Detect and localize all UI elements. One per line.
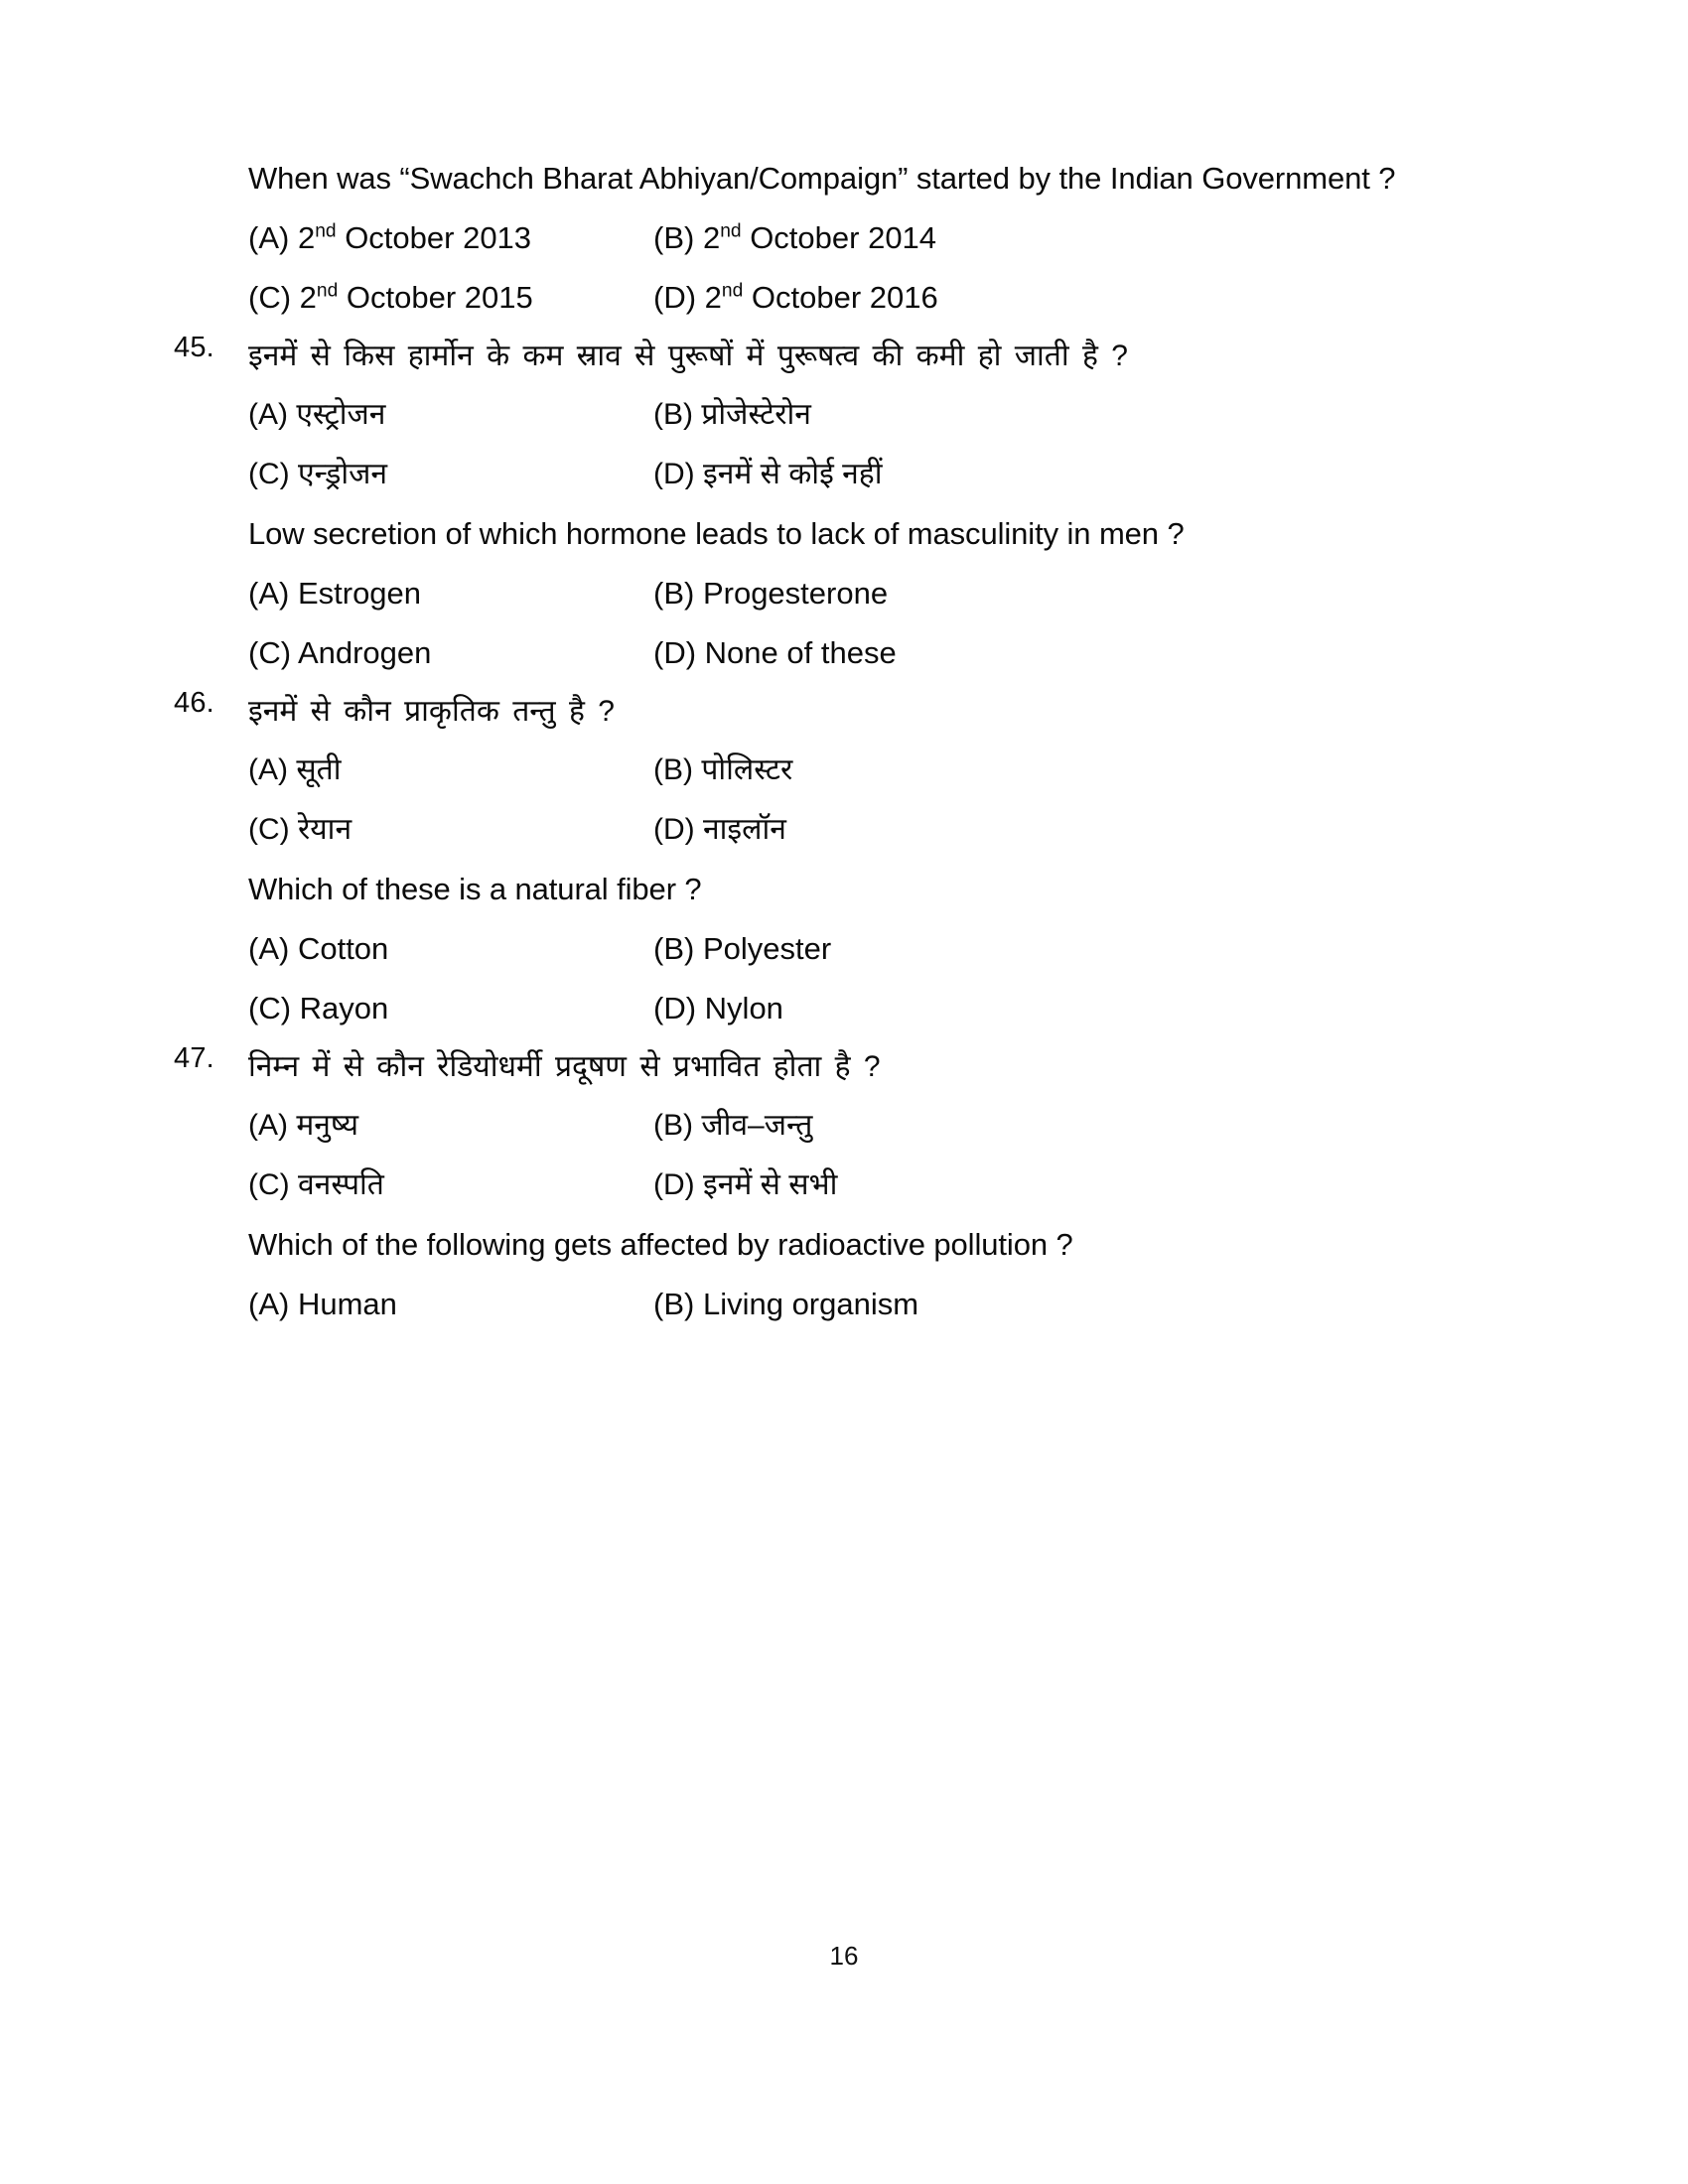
question-number-45: 45. (174, 332, 214, 363)
option-label: (B) (653, 931, 695, 966)
option-a[interactable] (248, 919, 653, 979)
question-block-47 (174, 1038, 1430, 1334)
option-label: (C) (248, 635, 292, 670)
option-label: (A) (248, 931, 290, 966)
option-c[interactable] (248, 445, 653, 504)
option-text-tail: October 2016 (743, 280, 938, 315)
option-label: (B) (653, 1109, 693, 1142)
options-english (248, 919, 1430, 1038)
option-text: नाइलॉन (703, 813, 786, 846)
option-d[interactable] (653, 800, 1430, 860)
option-label: (C) (248, 991, 292, 1025)
option-label: (C) (248, 1168, 290, 1201)
option-d[interactable] (653, 445, 1430, 504)
option-text: पोलिस्टर (701, 753, 793, 786)
option-label: (D) (653, 813, 695, 846)
option-text: प्रोजेस्टेरोन (701, 398, 811, 431)
option-text: 2 (299, 280, 317, 315)
option-text: Human (297, 1287, 397, 1321)
option-row (248, 800, 1430, 860)
options-hindi (248, 1096, 1430, 1215)
option-a[interactable] (248, 208, 653, 268)
option-b[interactable] (653, 1275, 1430, 1334)
question-number-46: 46. (174, 687, 214, 719)
option-row (248, 564, 1430, 623)
option-text-tail: October 2013 (336, 220, 532, 255)
option-text: रेयान (298, 813, 352, 846)
option-ordinal-suffix: nd (315, 220, 337, 242)
options-english (248, 1275, 1430, 1334)
question-block-44 (248, 149, 1430, 328)
option-d[interactable] (653, 1156, 1430, 1215)
option-ordinal-suffix: nd (721, 280, 744, 302)
options-english (248, 564, 1430, 683)
question-stem-english: Which of the following gets affected by radioactive pollution ? (248, 1227, 1073, 1262)
option-a[interactable] (248, 385, 653, 445)
options-hindi (248, 385, 1430, 504)
option-text: 2 (704, 280, 722, 315)
option-row (248, 623, 1430, 683)
option-row (248, 208, 1430, 268)
question-stem-english: Low secretion of which hormone leads to lack of masculinity in men ? (248, 516, 1185, 551)
option-text: मनुष्य (296, 1109, 358, 1142)
option-label: (A) (248, 1287, 290, 1321)
option-d[interactable] (653, 623, 1430, 683)
option-text: इनमें से कोई नहीं (703, 458, 883, 490)
option-text: एन्ड्रोजन (298, 458, 388, 490)
option-label: (A) (248, 576, 290, 611)
option-label: (B) (653, 753, 693, 786)
option-ordinal-suffix: nd (720, 220, 742, 242)
option-label: (D) (653, 458, 695, 490)
option-a[interactable] (248, 1096, 653, 1156)
option-d[interactable] (653, 268, 1430, 328)
option-label: (D) (653, 635, 697, 670)
page-number: 16 (829, 1941, 859, 1971)
option-row (248, 445, 1430, 504)
option-row (248, 1096, 1430, 1156)
option-label: (C) (248, 458, 290, 490)
option-text: Estrogen (297, 576, 422, 611)
option-label: (B) (653, 220, 695, 255)
option-text: Polyester (702, 931, 832, 966)
option-b[interactable] (653, 385, 1430, 445)
option-text: Rayon (299, 991, 389, 1025)
option-label: (D) (653, 1168, 695, 1201)
option-label: (D) (653, 991, 697, 1025)
question-stem-hindi: इनमें से कौन प्राकृतिक तन्तु है ? (248, 695, 615, 728)
question-block-45 (174, 328, 1430, 683)
question-stem-english: When was “Swachch Bharat Abhiyan/Compaign” started by the Indian Government ? (248, 161, 1396, 196)
option-ordinal-suffix: nd (316, 280, 339, 302)
question-column (174, 149, 1430, 1334)
option-label: (B) (653, 398, 693, 431)
option-c[interactable] (248, 268, 653, 328)
option-b[interactable] (653, 208, 1430, 268)
option-text: Progesterone (702, 576, 889, 611)
option-text: Living organism (702, 1287, 919, 1321)
option-b[interactable] (653, 1096, 1430, 1156)
option-text: Androgen (297, 635, 432, 670)
option-text: एस्ट्रोजन (296, 398, 386, 431)
question-stem-english: Which of these is a natural fiber ? (248, 872, 702, 906)
option-d[interactable] (653, 979, 1430, 1038)
option-label: (A) (248, 1109, 288, 1142)
question-stem-hindi: निम्न में से कौन रेडियोधर्मी प्रदूषण से प्रभावित होता है ? (248, 1050, 881, 1083)
option-text: इनमें से सभी (703, 1168, 838, 1201)
option-b[interactable] (653, 564, 1430, 623)
question-block-46 (174, 683, 1430, 1038)
option-label: (A) (248, 753, 288, 786)
option-label: (B) (653, 576, 695, 611)
option-row (248, 741, 1430, 800)
option-row (248, 1275, 1430, 1334)
question-number-47: 47. (174, 1042, 214, 1074)
option-text-tail: October 2015 (338, 280, 533, 315)
option-label: (D) (653, 280, 697, 315)
option-text: जीव–जन्तु (701, 1109, 813, 1142)
option-c[interactable] (248, 1156, 653, 1215)
option-text: 2 (297, 220, 316, 255)
option-row (248, 979, 1430, 1038)
option-text: वनस्पति (298, 1168, 384, 1201)
option-text: Nylon (704, 991, 783, 1025)
option-c[interactable] (248, 623, 653, 683)
option-a[interactable] (248, 1275, 653, 1334)
option-text: 2 (702, 220, 721, 255)
options-hindi (248, 741, 1430, 860)
option-b[interactable] (653, 741, 1430, 800)
option-row (248, 1156, 1430, 1215)
option-text-tail: October 2014 (741, 220, 937, 255)
option-label: (A) (248, 398, 288, 431)
option-c[interactable] (248, 800, 653, 860)
option-row (248, 919, 1430, 979)
option-row (248, 268, 1430, 328)
option-row (248, 385, 1430, 445)
option-text: सूती (296, 753, 342, 786)
option-text: None of these (704, 635, 897, 670)
option-b[interactable] (653, 919, 1430, 979)
option-label: (C) (248, 813, 290, 846)
option-c[interactable] (248, 979, 653, 1038)
option-a[interactable] (248, 564, 653, 623)
options-english (248, 208, 1430, 328)
option-label: (B) (653, 1287, 695, 1321)
option-a[interactable] (248, 741, 653, 800)
question-stem-hindi: इनमें से किस हार्मोन के कम स्राव से पुरूषों में पुरूषत्व की कमी हो जाती है ? (248, 340, 1128, 372)
option-label: (C) (248, 280, 292, 315)
option-text: Cotton (297, 931, 389, 966)
option-label: (A) (248, 220, 290, 255)
